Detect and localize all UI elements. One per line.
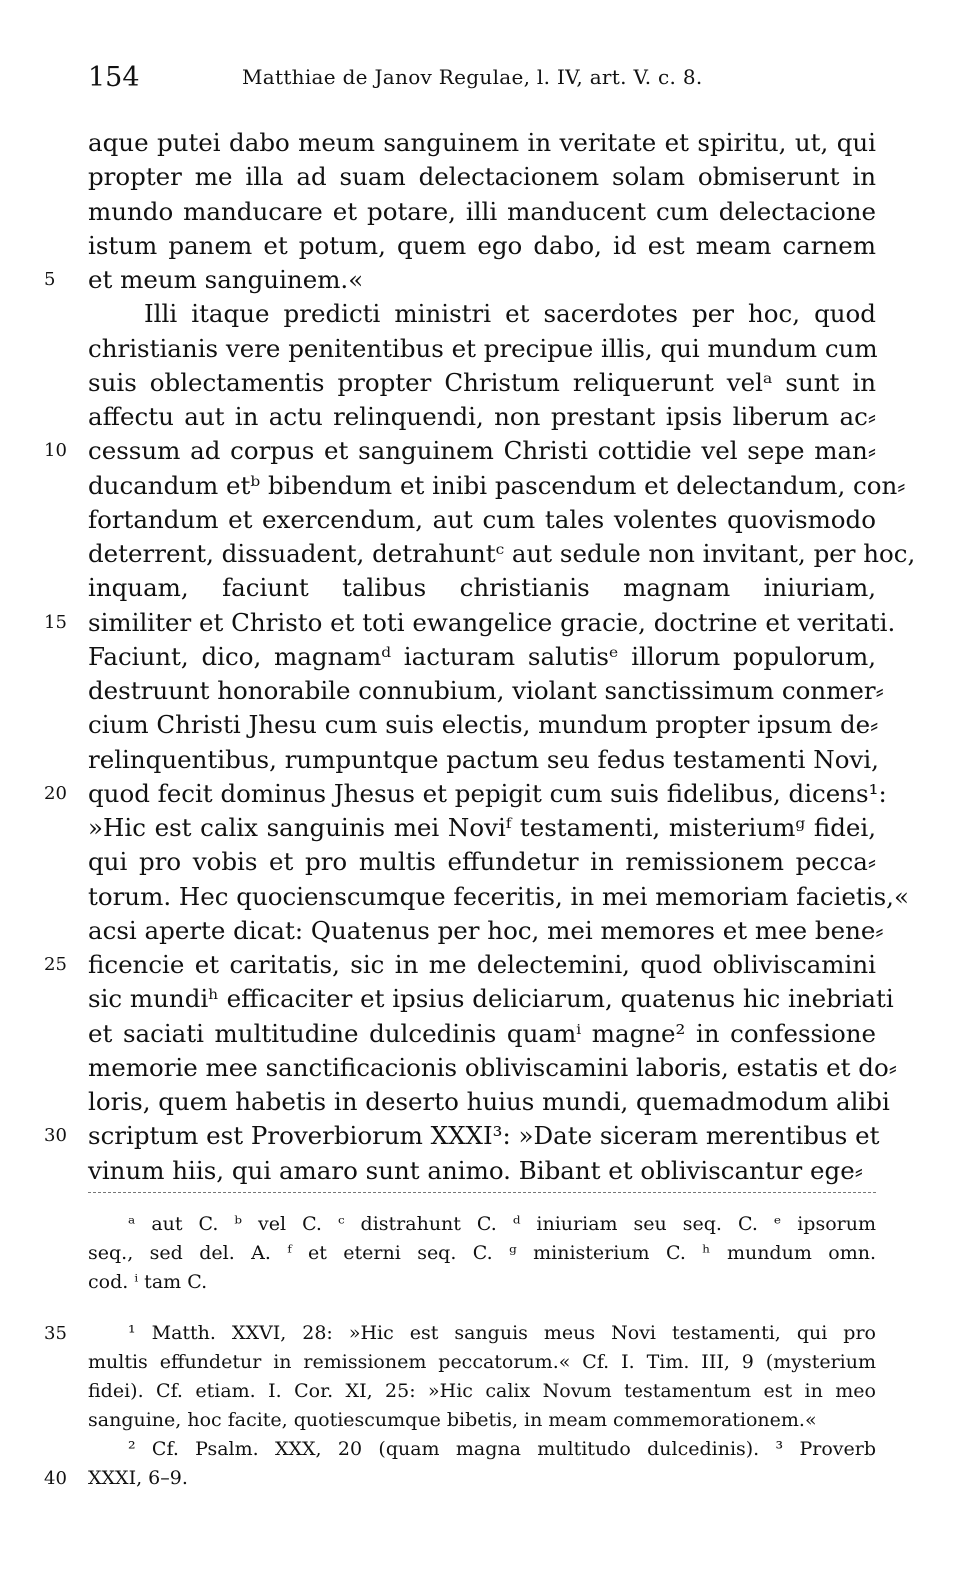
line-number: 25: [44, 954, 67, 975]
text-line: [0, 743, 960, 777]
text-line: [0, 537, 960, 571]
line-number: 40: [44, 1468, 67, 1489]
text-line: [0, 845, 960, 879]
line-text: fortandum et exercendum, aut cum tales volentes quovismodo: [88, 504, 876, 534]
text-line: [0, 777, 960, 811]
line-text: affectu aut in actu relinquendi, non prestant ipsis liberum ac⸗: [88, 402, 876, 431]
text-line: [0, 1085, 960, 1119]
line-text: quod fecit dominus Jhesus et pepigit cum suis fidelibus, dicens¹:: [88, 778, 887, 808]
line-text: ficencie et caritatis, sic in me delectemini, quod obliviscamini: [88, 950, 876, 979]
text-line: [0, 982, 960, 1016]
line-number: 20: [44, 782, 67, 804]
line-text: loris, quem habetis in deserto huius mundi, quemadmodum alibi: [88, 1087, 890, 1116]
text-line: [0, 606, 960, 640]
footnote-line: [0, 1377, 960, 1406]
footnotes-block: [0, 1210, 960, 1493]
footnote-divider: [88, 1192, 876, 1193]
line-number: 30: [44, 1125, 67, 1147]
footnote-line: [0, 1435, 960, 1464]
line-text: suis oblectamentis propter Christum reliquerunt velᵃ sunt in: [88, 367, 876, 397]
page-number: 154: [88, 62, 140, 93]
line-text: scriptum est Proverbiorum XXXI³: »Date siceram merentibus et: [88, 1121, 880, 1151]
text-line: [0, 126, 960, 160]
footnote-text: multis effundetur in remissionem peccatorum.« Cf. I. Tim. III, 9 (mysterium: [88, 1351, 876, 1373]
text-line: [0, 400, 960, 434]
text-line: [0, 708, 960, 742]
line-text: et meum sanguinem.«: [88, 265, 364, 294]
text-line: [0, 674, 960, 708]
text-line: [0, 263, 960, 297]
line-text: Illi itaque predicti ministri et sacerdotes per hoc, quod: [144, 299, 876, 329]
footnote-line: [0, 1210, 960, 1239]
line-number: 35: [44, 1323, 67, 1344]
text-line: [0, 571, 960, 605]
line-text: memorie mee sanctificacionis obliviscamini laboris, estatis et do⸗: [88, 1052, 897, 1082]
footnote-line: [0, 1406, 960, 1435]
text-line: [0, 1017, 960, 1051]
line-text: cium Christi Jhesu cum suis electis, mundum propter ipsum de⸗: [88, 710, 879, 740]
text-line: [0, 503, 960, 537]
line-text: istum panem et potum, quem ego dabo, id est meam carnem: [88, 230, 876, 260]
running-title: Matthiae de Janov Regulae, l. IV, art. V. c. 8.: [242, 65, 703, 89]
line-text: christianis vere penitentibus et precipue illis, qui mundum cum: [88, 333, 878, 363]
text-line: [0, 332, 960, 366]
text-line: [0, 229, 960, 263]
line-text: qui pro vobis et pro multis effundetur in remissionem pecca⸗: [88, 847, 876, 877]
main-text-block: [0, 126, 960, 1188]
text-line: [0, 1119, 960, 1153]
footnote-gap: [0, 1297, 960, 1319]
line-text: Faciunt, dico, magnamᵈ iacturam salutisᵉ illorum populorum,: [88, 641, 876, 671]
footnote-text: ² Cf. Psalm. XXX, 20 (quam magna multitudo dulcedinis). ³ Proverb: [128, 1438, 876, 1460]
line-text: ducandum etᵇ bibendum et inibi pascendum et delectandum, con⸗: [88, 470, 906, 500]
text-line: [0, 811, 960, 845]
text-line: [0, 297, 960, 331]
footnote-text: XXXI, 6–9.: [88, 1467, 188, 1489]
line-number: 15: [44, 611, 67, 633]
line-text: inquam, faciunt talibus christianis magnam iniuriam,: [88, 573, 876, 603]
footnote-line: [0, 1239, 960, 1268]
line-number: 5: [44, 269, 56, 290]
text-line: [0, 366, 960, 400]
footnote-text: ᵃ aut C. ᵇ vel C. ᶜ distrahunt C. ᵈ iniuriam seu seq. C. ᵉ ipsorum: [128, 1213, 876, 1235]
text-line: [0, 434, 960, 468]
footnote-text: fidei). Cf. etiam. I. Cor. XI, 25: »Hic calix Novum testamentum est in meo: [88, 1380, 876, 1402]
line-text: torum. Hec quocienscumque feceritis, in mei memoriam facietis,«: [88, 881, 909, 911]
text-line: [0, 160, 960, 194]
line-text: relinquentibus, rumpuntque pactum seu fedus testamenti Novi,: [88, 744, 879, 774]
text-line: [0, 1051, 960, 1085]
text-line: [0, 195, 960, 229]
text-line: [0, 948, 960, 982]
footnote-text: ¹ Matth. XXVI, 28: »Hic est sanguis meus Novi testamenti, qui pro: [128, 1322, 876, 1344]
line-text: »Hic est calix sanguinis mei Noviᶠ testamenti, misteriumᵍ fidei,: [88, 813, 876, 842]
text-line: [0, 640, 960, 674]
footnote-text: sanguine, hoc facite, quotiescumque bibetis, in meam commemorationem.«: [88, 1409, 817, 1431]
line-text: aque putei dabo meum sanguinem in veritate et spiritu, ut, qui: [88, 128, 876, 157]
line-text: acsi aperte dicat: Quatenus per hoc, mei memores et mee bene⸗: [88, 915, 884, 945]
line-text: mundo manducare et potare, illi manducent cum delectacione: [88, 196, 876, 226]
line-text: similiter et Christo et toti ewangelice gracie, doctrine et veritati.: [88, 607, 896, 637]
line-text: deterrent, dissuadent, detrahuntᶜ aut sedule non invitant, per hoc,: [88, 539, 916, 568]
footnote-text: seq., sed del. A. ᶠ et eterni seq. C. ᵍ ministerium C. ʰ mundum omn.: [88, 1242, 876, 1264]
line-text: et saciati multitudine dulcedinis quamⁱ magne² in confessione: [88, 1018, 876, 1048]
line-text: cessum ad corpus et sanguinem Christi cottidie vel sepe man⸗: [88, 436, 876, 466]
line-text: vinum hiis, qui amaro sunt animo. Bibant et obliviscantur ege⸗: [88, 1155, 863, 1185]
running-head: [88, 62, 878, 102]
footnote-line: [0, 1268, 960, 1297]
footnote-line: [0, 1348, 960, 1377]
text-line: [0, 880, 960, 914]
line-text: destruunt honorabile connubium, violant sanctissimum conmer⸗: [88, 676, 884, 705]
footnote-line: [0, 1464, 960, 1493]
text-line: [0, 1154, 960, 1188]
line-number: 10: [44, 440, 67, 462]
line-text: propter me illa ad suam delectacionem solam obmiserunt in: [88, 162, 876, 192]
text-line: [0, 469, 960, 503]
footnote-text: cod. ⁱ tam C.: [88, 1271, 208, 1293]
text-line: [0, 914, 960, 948]
line-text: sic mundiʰ efficaciter et ipsius deliciarum, quatenus hic inebriati: [88, 984, 894, 1014]
footnote-line: [0, 1319, 960, 1348]
